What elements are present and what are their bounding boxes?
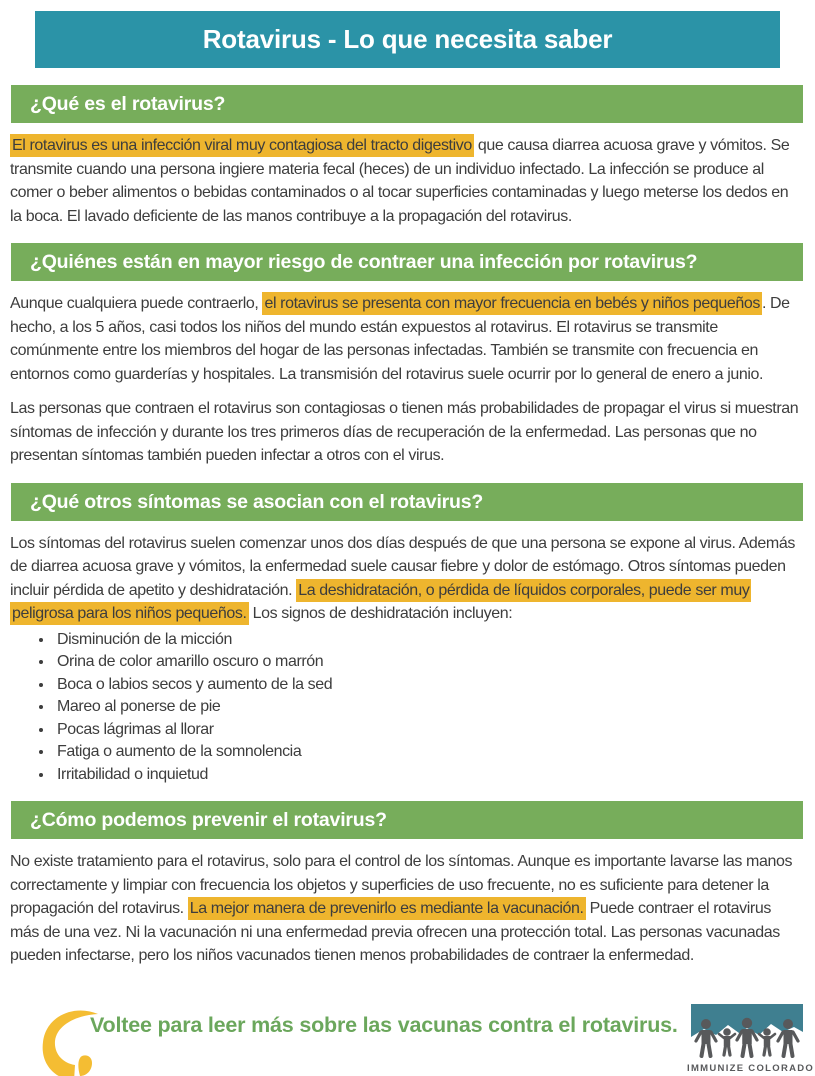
body-text: Los signos de deshidratación incluyen: xyxy=(248,605,513,622)
highlighted-text: el rotavirus se presenta con mayor frecuencia en bebés y niños pequeños xyxy=(262,292,761,315)
section-content-sintomas xyxy=(10,532,802,787)
section-heading-que-es: ¿Qué es el rotavirus? xyxy=(11,85,803,123)
symptom-list xyxy=(10,629,802,787)
symptom-list-item: • Fatiga o aumento de la somnolencia xyxy=(54,741,802,764)
paragraph xyxy=(10,134,802,228)
highlighted-text: El rotavirus es una infección viral muy contagiosa del tracto digestivo xyxy=(10,134,474,157)
body-text: Aunque cualquiera puede contraerlo, xyxy=(10,295,263,312)
document-title: Rotavirus - Lo que necesita saber xyxy=(35,11,780,68)
paragraph xyxy=(10,850,802,968)
paragraph xyxy=(10,532,802,626)
section-heading-riesgo: ¿Quiénes están en mayor riesgo de contraer una infección por rotavirus? xyxy=(11,243,803,281)
highlighted-text: La deshidratación, o pérdida de líquidos corporales, puede ser muy peligrosa para los niños pequeños. xyxy=(10,579,751,626)
symptom-list-item: • Boca o labios secos y aumento de la sed xyxy=(54,674,802,697)
section-heading-prevenir: ¿Cómo podemos prevenir el rotavirus? xyxy=(11,801,803,839)
section-content-prevenir xyxy=(10,850,802,968)
document-body xyxy=(0,85,815,968)
logo-wordmark: IMMUNIZE COLORADO xyxy=(687,1063,815,1074)
immunize-colorado-logo xyxy=(687,1004,815,1074)
flip-instruction: Voltee para leer más sobre las vacunas contra el rotavirus. xyxy=(90,1013,678,1037)
symptom-list-item: • Pocas lágrimas al llorar xyxy=(54,719,802,742)
body-text: que causa diarrea acuosa grave y vómitos. Se transmite cuando una persona ingiere materia fecal (heces) de un individuo infectado. La infección se produce al comer o beber alimentos o bebidas contaminados o al tocar superficies contaminadas y luego meterse los dedos en la boca. El lavado deficiente de las manos contribuye a la propagación del rotavirus. xyxy=(10,137,790,225)
body-text: . De hecho, a los 5 años, casi todos los niños del mundo están expuestos al rotavirus. El rotavirus se transmite comúnmente entre los miembros del hogar de las personas infectadas. También se transmite con frecuencia en entornos como guarderías y hospitales. La transmisión del rotavirus suele ocurrir por lo general de enero a junio. xyxy=(10,295,790,383)
symptom-list-item: • Orina de color amarillo oscuro o marrón xyxy=(54,651,802,674)
highlighted-text: La mejor manera de prevenirlo es mediante la vacunación. xyxy=(188,897,586,920)
symptom-list-item: • Mareo al ponerse de pie xyxy=(54,696,802,719)
section-heading-sintomas: ¿Qué otros síntomas se asocian con el rotavirus? xyxy=(11,483,803,521)
symptom-list-item: • Disminución de la micción xyxy=(54,629,802,652)
section-content-riesgo xyxy=(10,292,802,468)
paragraph xyxy=(10,292,802,386)
section-content-que-es xyxy=(10,134,802,228)
body-text: Las personas que contraen el rotavirus son contagiosas o tienen más probabilidades de propagar el virus si muestran síntomas de infección y durante los tres primeros días de recuperación de la enfermedad. Las personas que no presentan síntomas también pueden infectar a otros con el virus. xyxy=(10,400,799,464)
logo-mark xyxy=(688,1004,806,1062)
body-text: Los síntomas del rotavirus suelen comenzar unos dos días después de que una persona se expone al virus. Además de diarrea acuosa grave y vómitos, la enfermedad suele causar fiebre y dolor de estómago. Otros síntomas pueden incluir pérdida de apetito y deshidratación. xyxy=(10,534,795,599)
body-text: No existe tratamiento para el rotavirus, solo para el control de los síntomas. Aunque es importante lavarse las manos correctamente y limpiar con frecuencia los objetos y superficies de uso frecuente, no es suficiente para detener la propagación del rotavirus. xyxy=(10,853,793,917)
body-text: Puede contraer el rotavirus más de una vez. Ni la vacunación ni una enfermedad previa ofrecen una protección total. Las personas vacunadas pueden infectarse, pero los niños vacunados tienen menos probabilidades de contraer la enfermedad. xyxy=(10,900,780,964)
symptom-list-item: • Irritabilidad o inquietud xyxy=(54,764,802,787)
paragraph xyxy=(10,397,802,468)
